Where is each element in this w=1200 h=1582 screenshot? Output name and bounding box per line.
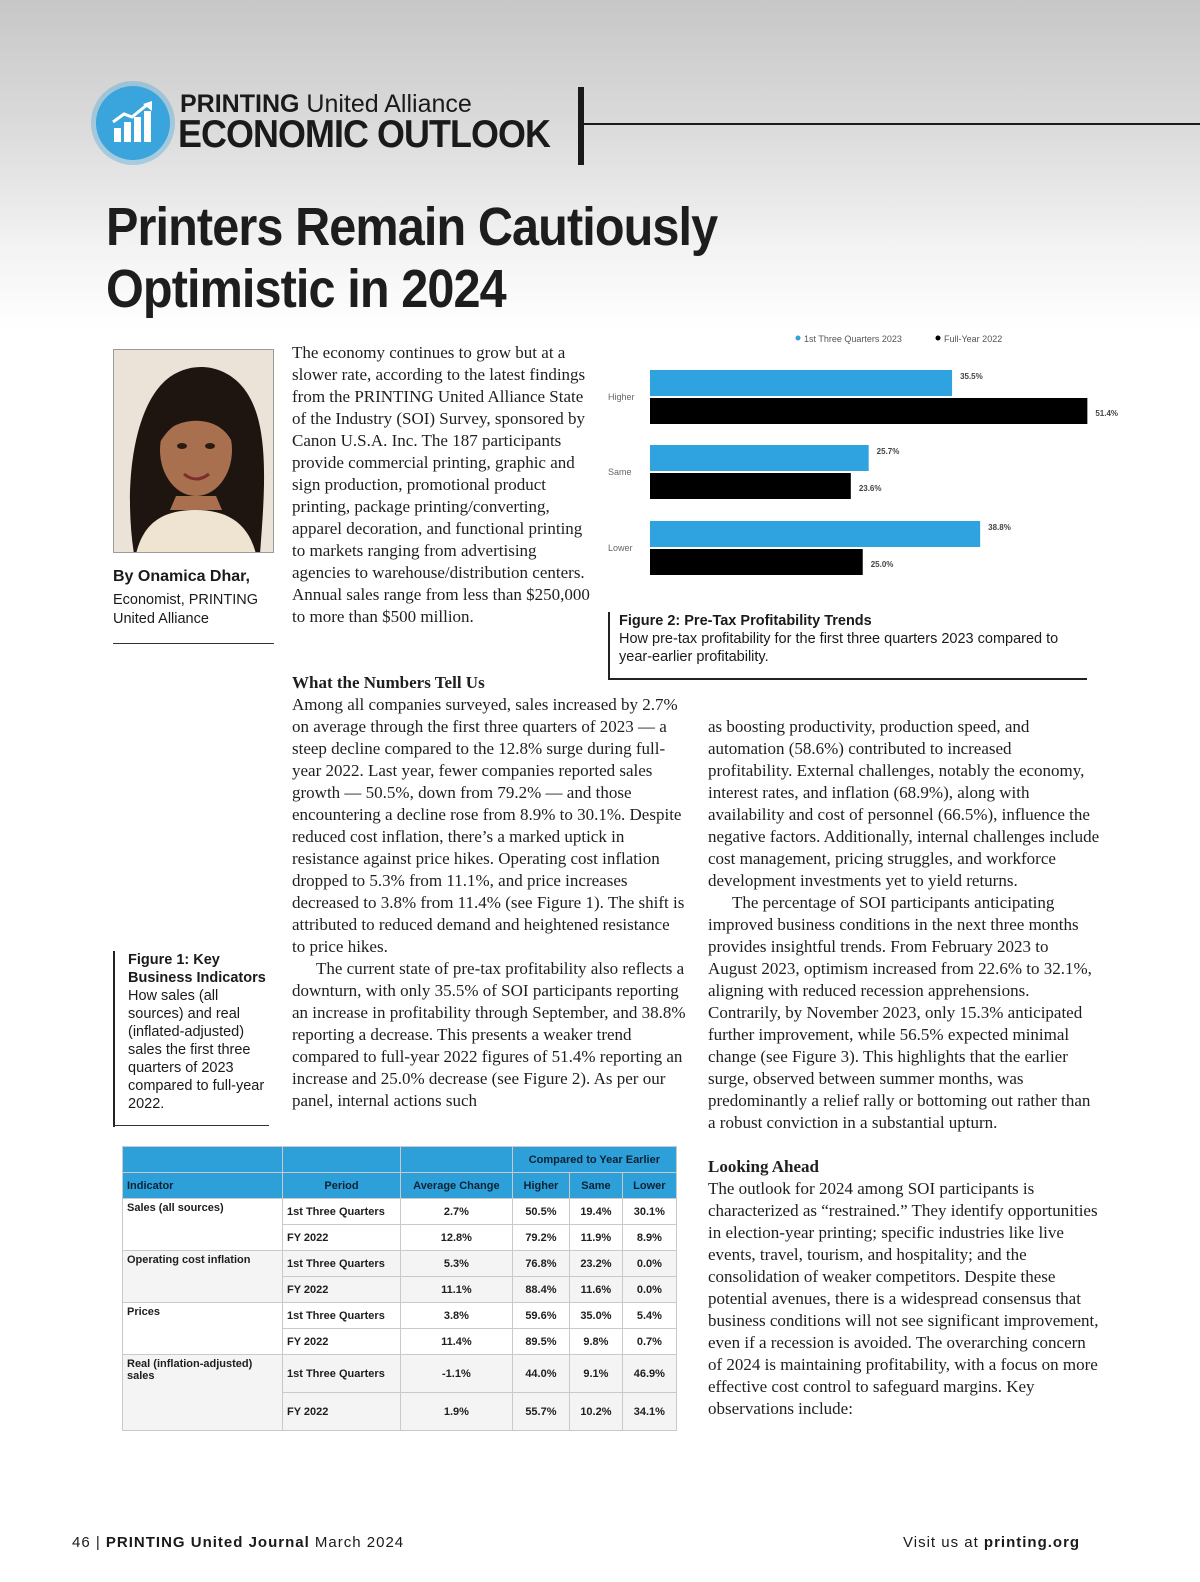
key-indicators-table	[122, 1146, 677, 1439]
value-cell: 2.7%	[401, 1199, 513, 1225]
author-role: Economist, PRINTING United Alliance	[113, 592, 259, 627]
figure-2-caption	[608, 612, 1086, 679]
article-column-1	[292, 342, 592, 628]
value-cell: 50.5%	[512, 1199, 569, 1225]
category-label: Higher	[608, 392, 635, 402]
indicator-cell: Sales (all sources)	[123, 1199, 283, 1251]
section-subhead: What the Numbers Tell Us	[292, 673, 485, 692]
value-cell: 5.3%	[401, 1251, 513, 1277]
period-cell: 1st Three Quarters	[283, 1199, 401, 1225]
author-photo	[113, 349, 274, 553]
section-subhead: Looking Ahead	[708, 1157, 820, 1176]
period-cell: FY 2022	[283, 1225, 401, 1251]
paragraph: The economy continues to grow but at a slower rate, according to the latest findings from the PRINTING United Alliance State of the Industry (SOI) Survey, sponsored by Canon U.S.A. Inc. The 187 participants provide commercial printing, graphic and sign production, promotional product printing, package printing/converting, apparel decoration, and functional printing to markets ranging from advertising agencies to warehouse/distribution centers. Annual sales range from less than $250,000 to more than $500 million.	[292, 343, 590, 626]
value-cell: 55.7%	[512, 1393, 569, 1431]
bar	[650, 521, 980, 547]
value-cell: 23.2%	[570, 1251, 623, 1277]
masthead-divider	[578, 87, 584, 165]
website-link[interactable]: printing.org	[983, 1534, 1081, 1551]
value-cell: 5.4%	[622, 1303, 676, 1329]
value-cell: 89.5%	[512, 1329, 569, 1355]
data-label: 35.5%	[960, 372, 983, 381]
value-cell: 11.4%	[401, 1329, 513, 1355]
figure-2-title: Figure 2: Pre-Tax Profitability Trends	[619, 613, 872, 629]
value-cell: 0.0%	[622, 1277, 676, 1303]
figure-2-description: How pre-tax profitability for the first three quarters 2023 compared to year-earlier profitability.	[619, 631, 1059, 665]
table-header: Lower	[622, 1173, 676, 1199]
table-group-header: Compared to Year Earlier	[512, 1147, 676, 1173]
value-cell: 35.0%	[570, 1303, 623, 1329]
bar	[650, 445, 869, 471]
value-cell: 11.9%	[570, 1225, 623, 1251]
legend-swatch	[936, 336, 941, 341]
figure-1-description: How sales (all sources) and real (inflated-adjusted) sales the first three quarters of 2023 compared to full-year 2022.	[128, 988, 265, 1112]
period-cell: 1st Three Quarters	[283, 1303, 401, 1329]
bar	[650, 398, 1087, 424]
value-cell: 8.9%	[622, 1225, 676, 1251]
data-label: 25.7%	[876, 447, 900, 456]
bar-chart-rising-arrow-icon	[110, 100, 156, 146]
data-label: 25.0%	[870, 560, 894, 569]
value-cell: -1.1%	[401, 1355, 513, 1393]
paragraph: Among all companies surveyed, sales increased by 2.7% on average through the first three quarters of 2023 — a steep decline compared to the 12.8% surge during full-year 2022. Last year, fewer companies reported sales growth — 50.5%, down from 79.2% — and those encountering a decline rose from 8.9% to 30.1%. Despite reduced cost inflation, there’s a marked uptick in resistance against price hikes. Operating cost inflation dropped to 5.3% from 11.1%, and price increases decreased to 3.8% from 11.4% (see Figure 1). The shift is attributed to reduced demand and heightened resistance to price hikes.	[292, 695, 685, 956]
period-cell: 1st Three Quarters	[283, 1355, 401, 1393]
brand-name: PRINTING United Alliance	[180, 90, 472, 118]
period-cell: FY 2022	[283, 1329, 401, 1355]
table-row	[123, 1355, 677, 1393]
author-divider	[113, 643, 274, 644]
paragraph: as boosting productivity, production speed, and automation (58.6%) contributed to increased profitability. External challenges, notably the economy, interest rates, and inflation (68.9%), along with availability and cost of personnel (66.5%), influence the negative factors. Additionally, internal challenges include cost management, pricing struggles, and workforce development investments yet to yield returns.	[708, 717, 1100, 890]
value-cell: 44.0%	[512, 1355, 569, 1393]
value-cell: 9.1%	[570, 1355, 623, 1393]
table-header-blank	[401, 1147, 513, 1173]
indicator-cell: Operating cost inflation	[123, 1251, 283, 1303]
value-cell: 34.1%	[622, 1393, 676, 1431]
legend-label: 1st Three Quarters 2023	[804, 334, 902, 344]
bar	[650, 370, 952, 396]
article-column-2	[292, 672, 687, 1112]
figure-1-rule	[113, 1125, 269, 1126]
table-header: Same	[570, 1173, 623, 1199]
category-label: Lower	[608, 543, 633, 553]
table-row	[123, 1199, 677, 1225]
table-header: Average Change	[401, 1173, 513, 1199]
section-title: ECONOMIC OUTLOOK	[178, 113, 550, 156]
article-headline: Printers Remain Cautiously Optimistic in 2024	[106, 197, 718, 319]
author-name: By Onamica Dhar,	[113, 568, 250, 585]
table-row	[123, 1303, 677, 1329]
paragraph: The current state of pre-tax profitability also reflects a downturn, with only 35.5% of SOI participants reporting an increase in profitability through September, and 38.8% reporting a decrease. This presents a weaker trend compared to full-year 2022 figures of 51.4% reporting an increase and 25.0% decrease (see Figure 2). As per our panel, internal actions such	[292, 959, 686, 1110]
value-cell: 11.1%	[401, 1277, 513, 1303]
bar	[650, 473, 851, 499]
value-cell: 30.1%	[622, 1199, 676, 1225]
data-label: 51.4%	[1095, 409, 1119, 418]
category-label: Same	[608, 467, 632, 477]
table-row	[123, 1251, 677, 1277]
table-header: Higher	[512, 1173, 569, 1199]
masthead-rule	[584, 123, 1200, 125]
value-cell: 46.9%	[622, 1355, 676, 1393]
footer-page-info: 46 | PRINTING United Journal March 2024	[72, 1534, 405, 1551]
value-cell: 0.7%	[622, 1329, 676, 1355]
figure-2-rule	[608, 678, 1087, 680]
data-label: 38.8%	[988, 523, 1011, 532]
value-cell: 1.9%	[401, 1393, 513, 1431]
period-cell: FY 2022	[283, 1277, 401, 1303]
value-cell: 76.8%	[512, 1251, 569, 1277]
table-header: Indicator	[123, 1173, 283, 1199]
value-cell: 10.2%	[570, 1393, 623, 1431]
paragraph: The percentage of SOI participants anticipating improved business conditions in the next three months provides insightful trends. From February 2023 to August 2023, optimism increased from 22.6% to 32.1%, aligning with reduced recession apprehensions. Contrarily, by November 2023, only 15.3% anticipated further improvement, while 56.5% expected minimal change (see Figure 3). This highlights that the earlier surge, observed between summer months, was predominantly a relief rally or bottoming out rather than a robust conviction in a substantial upturn.	[708, 893, 1092, 1132]
value-cell: 19.4%	[570, 1199, 623, 1225]
value-cell: 79.2%	[512, 1225, 569, 1251]
data-label: 23.6%	[858, 484, 882, 493]
value-cell: 88.4%	[512, 1277, 569, 1303]
profitability-chart	[600, 325, 1180, 610]
figure-1-caption	[113, 951, 269, 1127]
footer-website: Visit us at printing.org	[903, 1534, 1081, 1551]
table-header-blank	[123, 1147, 283, 1173]
table-header-blank	[283, 1147, 401, 1173]
table-header: Period	[283, 1173, 401, 1199]
value-cell: 59.6%	[512, 1303, 569, 1329]
value-cell: 0.0%	[622, 1251, 676, 1277]
logo-badge	[96, 86, 170, 160]
figure-1-title: Figure 1: Key Business Indicators	[128, 952, 266, 986]
period-cell: FY 2022	[283, 1393, 401, 1431]
indicator-cell: Prices	[123, 1303, 283, 1355]
bar	[650, 549, 863, 575]
legend-label: Full-Year 2022	[944, 334, 1003, 344]
value-cell: 12.8%	[401, 1225, 513, 1251]
paragraph: The outlook for 2024 among SOI participants is characterized as “restrained.” They identify opportunities in election-year printing; specific industries like live events, travel, tourism, and hospitality; and the consolidation of weaker competitors. Despite these potential avenues, there is a widespread consensus that business conditions will not see significant improvement, even if a recession is avoided. The overarching concern of 2024 is maintaining profitability, with a focus on more effective cost control to safeguard margins. Key observations include:	[708, 1179, 1099, 1418]
value-cell: 9.8%	[570, 1329, 623, 1355]
period-cell: 1st Three Quarters	[283, 1251, 401, 1277]
legend-swatch	[796, 336, 801, 341]
article-column-3	[708, 716, 1100, 1420]
indicator-cell: Real (inflation-adjusted) sales	[123, 1355, 283, 1431]
value-cell: 3.8%	[401, 1303, 513, 1329]
value-cell: 11.6%	[570, 1277, 623, 1303]
